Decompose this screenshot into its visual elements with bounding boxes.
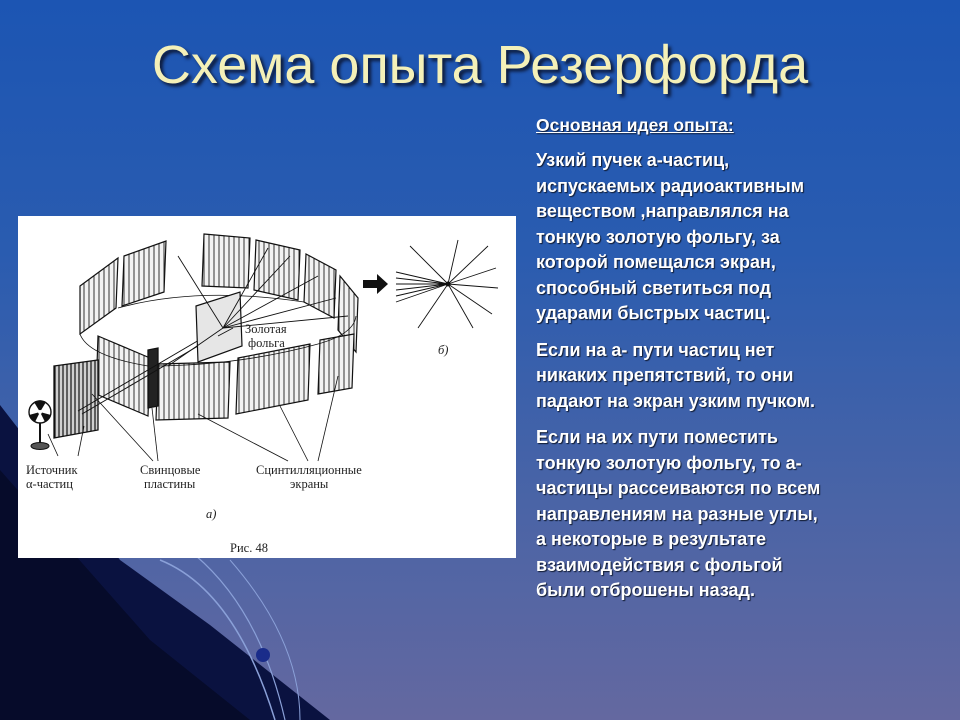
foil-label-line1: Золотая xyxy=(245,322,287,336)
part-b-label: б) xyxy=(438,343,449,357)
lead-plate xyxy=(148,348,158,408)
lead-plates-label-line2: пластины xyxy=(144,477,196,491)
screen-panel xyxy=(156,362,230,420)
screens-label-line1: Сцинтилляционные xyxy=(256,463,362,477)
figure-caption: Рис. 48 xyxy=(230,541,268,555)
lead-plate xyxy=(54,360,98,438)
paragraph-with-foil: Если на их пути поместить тонкую золотую фольгу, то а- частицы рассеиваются по всем направлениям на разные углы, а некоторые в результате взаимодействия с фольгой были отброшены назад. xyxy=(536,427,821,600)
arrow-right-icon xyxy=(363,274,388,294)
decor-dot xyxy=(256,648,270,662)
source-label-line2: α-частиц xyxy=(26,477,73,491)
explanation-text xyxy=(520,112,950,615)
screens-label-line2: экраны xyxy=(290,477,329,491)
paragraph-setup: Узкий пучек а-частиц, испускаемых радиоактивным веществом ,направлялся на тонкую золотую фольгу, за которой помещался экран, способный светиться под ударами быстрых частиц. xyxy=(536,150,805,323)
rutherford-diagram xyxy=(18,216,516,558)
alpha-source xyxy=(29,400,51,449)
paragraph-no-obstacle: Если на а- пути частиц нет никаких препятствий, то они падают на экран узким пучком. xyxy=(536,339,816,411)
scattering-detail-b xyxy=(396,240,498,328)
rutherford-diagram-panel xyxy=(18,216,516,558)
slide-title: Схема опыта Резерфорда xyxy=(151,35,809,95)
screen-panel xyxy=(122,241,166,306)
lead-plates-label-line1: Свинцовые xyxy=(140,463,201,477)
foil-label-line2: фольга xyxy=(248,336,285,350)
screen-panel xyxy=(304,254,336,318)
part-a-label: а) xyxy=(206,507,217,521)
main-idea-heading: Основная идея опыта: xyxy=(536,115,734,135)
screen-panel xyxy=(80,258,118,334)
source-label-line1: Источник xyxy=(26,463,78,477)
screen-panel xyxy=(96,336,150,416)
screen-panel xyxy=(202,234,250,288)
